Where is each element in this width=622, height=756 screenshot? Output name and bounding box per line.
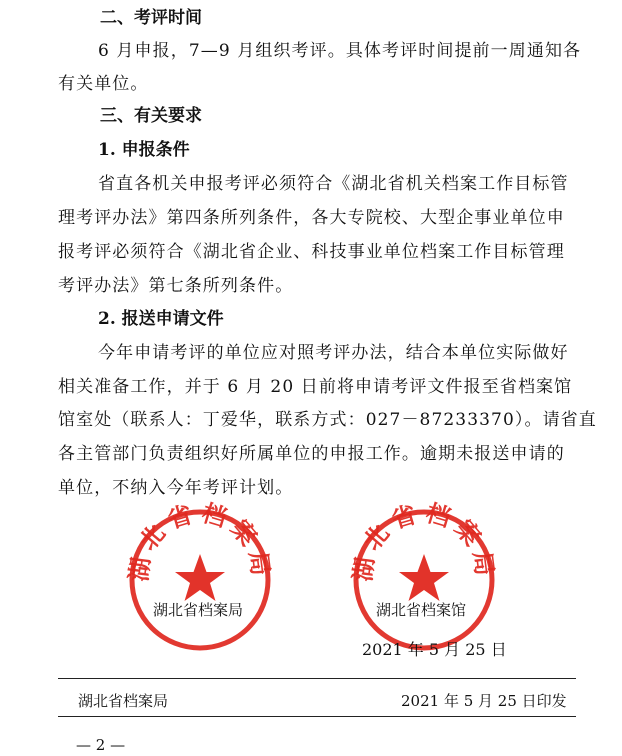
official-seal-left [124,498,276,652]
signature-date: 2021 年 5 月 25 日 [362,640,507,659]
item-title-application-conditions: 1. 申报条件 [98,140,190,160]
paragraph-line: 相关准备工作，并于 6 月 20 日前将申请考评文件报至省档案馆 [58,377,573,397]
paragraph-line: 馆室处（联系人：丁爱华，联系方式：027－87233370）。请省直 [58,410,597,430]
seal-stamp-icon [348,498,500,652]
footer-issue-date: 2021 年 5 月 25 日印发 [401,692,567,710]
seal-stamp-icon [124,498,276,652]
paragraph-line: 理考评办法》第四条所列条件，各大专院校、大型企事业单位申 [58,208,565,228]
page-number: — 2 — [76,736,126,754]
paragraph-line: 今年申请考评的单位应对照考评办法，结合本单位实际做好 [98,343,569,363]
official-seal-right [348,498,500,652]
footer-divider-top [58,678,576,679]
footer-divider-bottom [58,716,576,717]
section-heading-requirements: 三、有关要求 [100,106,202,126]
signature-org-left: 湖北省档案局 [153,601,244,619]
paragraph-line: 6 月申报，7—9 月组织考评。具体考评时间提前一周通知各 [98,41,582,61]
paragraph-line: 考评办法》第七条所列条件。 [58,276,294,296]
paragraph-line: 有关单位。 [58,74,149,94]
section-heading-exam-time: 二、考评时间 [100,8,202,28]
paragraph-line: 报考评必须符合《湖北省企业、科技事业单位档案工作目标管理 [58,242,565,262]
svg-text:湖北省档案局: 湖北省档案局 [348,498,500,584]
paragraph-line: 单位，不纳入今年考评计划。 [58,478,294,498]
signature-org-right: 湖北省档案馆 [376,601,467,619]
item-title-submit-documents: 2. 报送申请文件 [98,309,224,329]
footer-issuer: 湖北省档案局 [78,692,169,710]
svg-text:湖北省档案局: 湖北省档案局 [124,498,276,584]
paragraph-line: 各主管部门负责组织好所属单位的申报工作。逾期未报送申请的 [58,444,565,464]
paragraph-line: 省直各机关申报考评必须符合《湖北省机关档案工作目标管 [98,174,569,194]
